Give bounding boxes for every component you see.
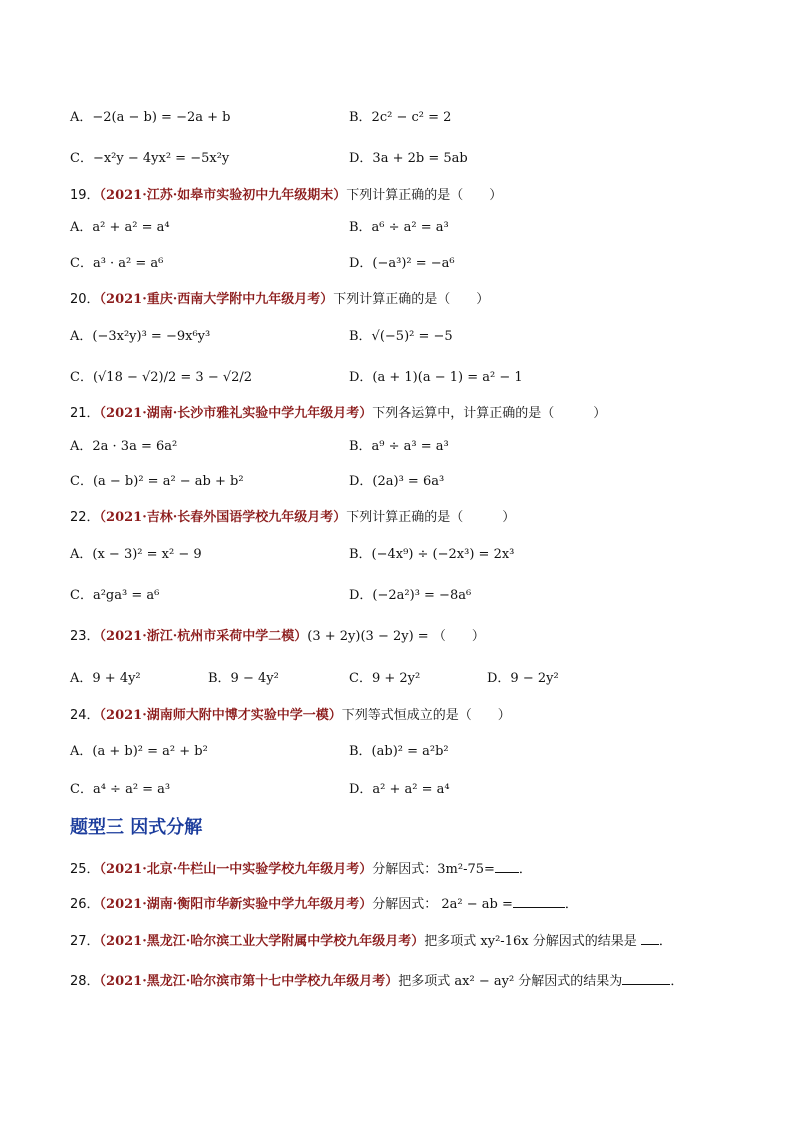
option-text: D．a² + a² = a⁴ (349, 782, 450, 797)
question-source: （2021·湖南·长沙市雅礼实验中学九年级月考） (99, 406, 373, 421)
question-line (70, 895, 578, 914)
question-stem: 下列计算正确的是（ ） (346, 510, 516, 525)
option-text: D．9 − 2y² (487, 671, 559, 686)
option-text: B．2c² − c² = 2 (349, 110, 452, 125)
question-source: （2021·湖南师大附中博才实验中学一模） (99, 708, 342, 723)
section-heading: 题型三 因式分解 (70, 817, 203, 838)
question-number: 19． (70, 188, 100, 203)
question-tail: ． (518, 862, 532, 877)
question-source: （2021·黑龙江·哈尔滨市第十七中学校九年级月考） (99, 974, 399, 989)
option-text: D．3a + 2b = 5ab (349, 151, 468, 166)
question-line (70, 187, 502, 205)
question-stem: (3 + 2y)(3 − 2y) = （ ） (307, 629, 485, 644)
answer-blank (641, 932, 659, 945)
question-source: （2021·重庆·西南大学附中九年级月考） (99, 292, 334, 307)
option-text: C．−x²y − 4yx² = −5x²y (70, 151, 230, 166)
question-source: （2021·北京·牛栏山一中实验学校九年级月考） (99, 862, 373, 877)
question-number: 26． (70, 897, 100, 912)
option-text: B．9 − 4y² (208, 671, 279, 686)
question-number: 21． (70, 406, 100, 421)
question-source: （2021·浙江·杭州市采荷中学二模） (99, 629, 308, 644)
option-text: A．a² + a² = a⁴ (70, 220, 170, 235)
option-text: C．a³ · a² = a⁶ (70, 256, 164, 271)
question-stem: 分解因式：3m²-75= (372, 862, 495, 877)
question-line (70, 509, 515, 527)
option-text: A．−2(a − b) = −2a + b (70, 110, 231, 125)
question-source: （2021·湖南·衡阳市华新实验中学九年级月考） (99, 897, 373, 912)
option-text: D．(−2a²)³ = −8a⁶ (349, 588, 472, 603)
question-source: （2021·江苏·如皋市实验初中九年级期末） (99, 188, 347, 203)
question-number: 27． (70, 934, 100, 949)
answer-blank (513, 895, 565, 908)
option-text: A．(−3x²y)³ = −9x⁶y³ (70, 329, 211, 344)
option-text: C．a²ga³ = a⁶ (70, 588, 160, 603)
question-line (70, 628, 485, 646)
question-stem: 把多项式 xy²-16x 分解因式的结果是 (424, 934, 641, 949)
question-tail: ． (670, 974, 684, 989)
question-line (70, 707, 511, 725)
option-text: B．(ab)² = a²b² (349, 744, 449, 759)
question-number: 24． (70, 708, 100, 723)
question-stem: 下列等式恒成立的是（ ） (341, 708, 511, 723)
option-text: A．2a · 3a = 6a² (70, 439, 178, 454)
answer-blank (622, 972, 670, 985)
question-stem: 下列计算正确的是（ ） (333, 292, 490, 307)
question-stem: 下列各运算中，计算正确的是（ ） (372, 406, 607, 421)
question-stem: 下列计算正确的是（ ） (346, 188, 503, 203)
question-source: （2021·吉林·长春外国语学校九年级月考） (99, 510, 347, 525)
question-line (70, 860, 532, 879)
question-source: （2021·黑龙江·哈尔滨工业大学附属中学校九年级月考） (99, 934, 425, 949)
option-text: B．√(−5)² = −5 (349, 329, 453, 344)
option-text: B．a⁹ ÷ a³ = a³ (349, 439, 449, 454)
option-text: C．9 + 2y² (349, 671, 421, 686)
question-number: 23． (70, 629, 100, 644)
option-text: A．9 + 4y² (70, 671, 141, 686)
question-tail: ． (564, 897, 578, 912)
question-tail: ． (658, 934, 672, 949)
option-text: D．(−a³)² = −a⁶ (349, 256, 455, 271)
question-stem: 分解因式： 2a² − ab = (372, 897, 513, 912)
option-text: C．(√18 − √2)/2 = 3 − √2/2 (70, 370, 253, 385)
question-number: 22． (70, 510, 100, 525)
question-stem: 把多项式 ax² − ay² 分解因式的结果为 (398, 974, 623, 989)
question-number: 28． (70, 974, 100, 989)
option-text: C．a⁴ ÷ a² = a³ (70, 782, 171, 797)
option-text: B．a⁶ ÷ a² = a³ (349, 220, 449, 235)
option-text: A．(a + b)² = a² + b² (70, 744, 208, 759)
question-line (70, 932, 672, 951)
question-line (70, 405, 606, 423)
option-text: A．(x − 3)² = x² − 9 (70, 547, 202, 562)
option-text: C．(a − b)² = a² − ab + b² (70, 474, 244, 489)
question-line (70, 291, 489, 309)
option-text: D．(2a)³ = 6a³ (349, 474, 445, 489)
option-text: B．(−4x⁹) ÷ (−2x³) = 2x³ (349, 547, 515, 562)
question-number: 25． (70, 862, 100, 877)
option-text: D．(a + 1)(a − 1) = a² − 1 (349, 370, 523, 385)
question-number: 20． (70, 292, 100, 307)
question-line (70, 972, 683, 991)
answer-blank (495, 860, 519, 873)
